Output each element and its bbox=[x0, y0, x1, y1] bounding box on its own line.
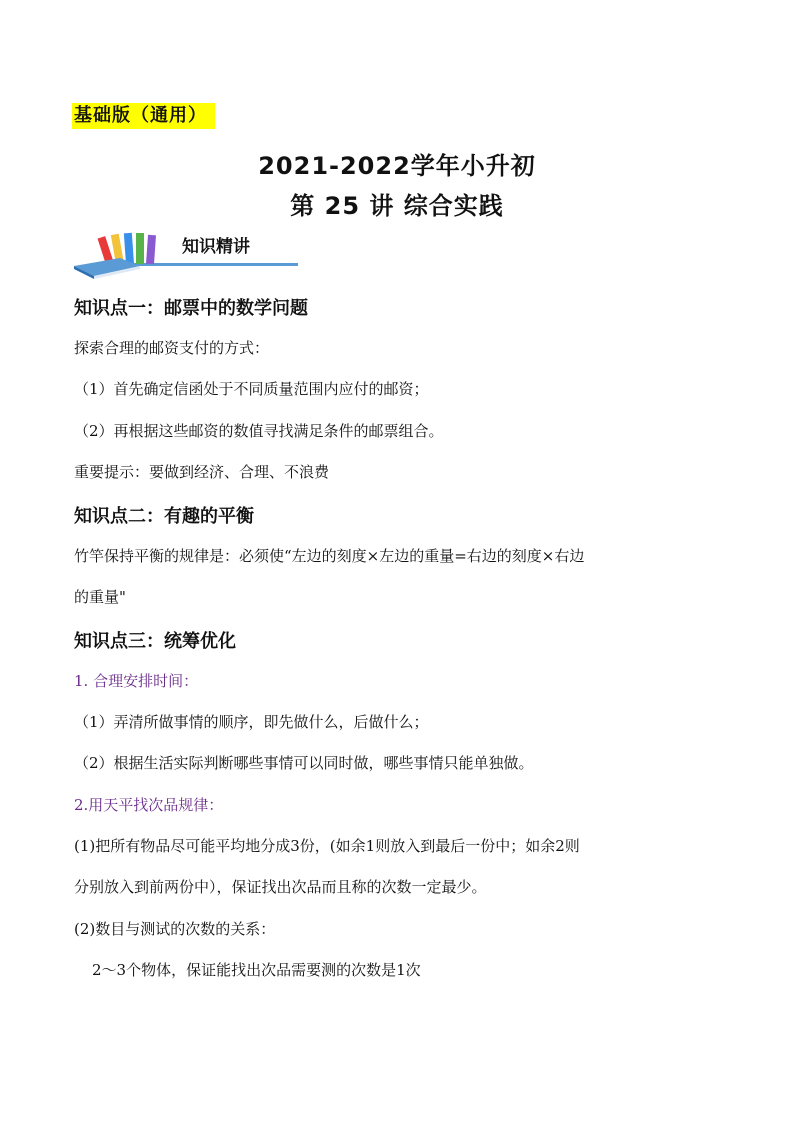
section2-heading: 知识点二：有趣的平衡 bbox=[74, 506, 254, 527]
section3-sub2-item2: (2)数目与测试的次数的关系： bbox=[74, 920, 276, 938]
section3-sub2-item1-line2: 分别放入到前两份中），保证找出次品而且称的次数一定最少。 bbox=[74, 878, 487, 896]
banner-underline bbox=[130, 263, 298, 266]
section3-heading: 知识点三：统筹优化 bbox=[74, 631, 236, 652]
section2-line2: 的重量" bbox=[74, 588, 126, 606]
section3-sub1-item2: （2）根据生活实际判断哪些事情可以同时做，哪些事情只能单独做。 bbox=[74, 754, 534, 772]
section3-sub1: 1. 合理安排时间： bbox=[74, 672, 199, 690]
edition-tag: 基础版（通用） bbox=[72, 103, 215, 129]
section2-line1: 竹竿保持平衡的规律是：必须使“左边的刻度×左边的重量=右边的刻度×右边 bbox=[74, 547, 585, 565]
document-title: 2021-2022学年小升初 bbox=[258, 152, 536, 180]
section3-sub2-item2-line: 2～3个物体，保证能找出次品需要测的次数是1次 bbox=[92, 961, 421, 979]
section1-tip: 重要提示：要做到经济、合理、不浪费 bbox=[74, 463, 330, 481]
banner-label: 知识精讲 bbox=[182, 237, 250, 257]
book-green bbox=[136, 233, 144, 264]
book-blue bbox=[124, 233, 134, 264]
section3-sub2: 2.用天平找次品规律： bbox=[74, 796, 224, 814]
section1-heading: 知识点一：邮票中的数学问题 bbox=[74, 298, 308, 319]
section1-intro: 探索合理的邮资支付的方式： bbox=[74, 339, 270, 357]
section3-sub1-item1: （1）弄清所做事情的顺序，即先做什么，后做什么； bbox=[74, 713, 429, 731]
section1-item2: （2）再根据这些邮资的数值寻找满足条件的邮票组合。 bbox=[74, 422, 444, 440]
section3-sub2-item1-line1: (1)把所有物品尽可能平均地分成3份，(如余1则放入到最后一份中；如余2则 bbox=[74, 837, 580, 855]
book-purple bbox=[146, 235, 156, 264]
section1-item1: （1）首先确定信函处于不同质量范围内应付的邮资； bbox=[74, 380, 429, 398]
lesson-title: 第 25 讲 综合实践 bbox=[290, 192, 504, 220]
